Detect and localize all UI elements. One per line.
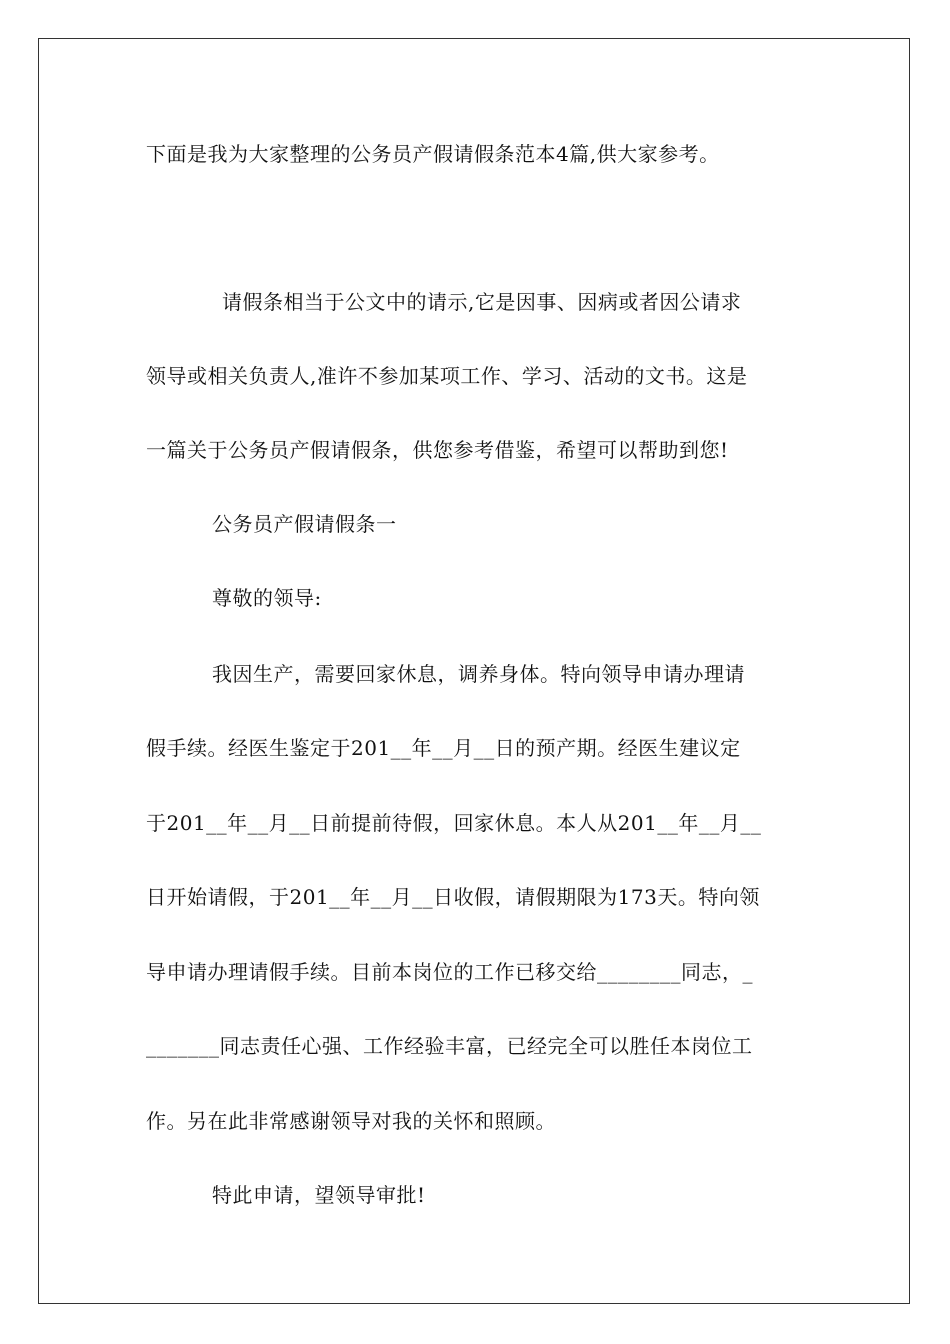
paragraph1-line1: 请假条相当于公文中的请示,它是因事、因病或者因公请求 bbox=[222, 290, 742, 314]
section-title: 公务员产假请假条一 bbox=[212, 512, 397, 536]
salutation: 尊敬的领导: bbox=[212, 586, 322, 610]
intro-text: 下面是我为大家整理的公务员产假请假条范本4篇,供大家参考。 bbox=[146, 142, 720, 166]
paragraph1-line3: 一篇关于公务员产假请假条，供您参考借鉴，希望可以帮助到您! bbox=[146, 438, 729, 462]
body-line5: 导申请办理请假手续。目前本岗位的工作已移交给________同志，_ bbox=[146, 960, 753, 984]
paragraph1-line2: 领导或相关负责人,准许不参加某项工作、学习、活动的文书。这是 bbox=[146, 364, 748, 388]
body-line1: 我因生产，需要回家休息，调养身体。特向领导申请办理请 bbox=[212, 662, 745, 686]
body-line2: 假手续。经医生鉴定于201__年__月__日的预产期。经医生建议定 bbox=[146, 736, 741, 760]
body-line3: 于201__年__月__日前提前待假，回家休息。本人从201__年__月__ bbox=[146, 811, 762, 835]
closing-line: 特此申请，望领导审批! bbox=[212, 1183, 426, 1207]
body-line4: 日开始请假，于201__年__月__日收假，请假期限为173天。特向领 bbox=[146, 885, 760, 909]
body-line7: 作。另在此非常感谢领导对我的关怀和照顾。 bbox=[146, 1109, 556, 1133]
body-line6: _______同志责任心强、工作经验丰富，已经完全可以胜任本岗位工 bbox=[146, 1034, 753, 1058]
